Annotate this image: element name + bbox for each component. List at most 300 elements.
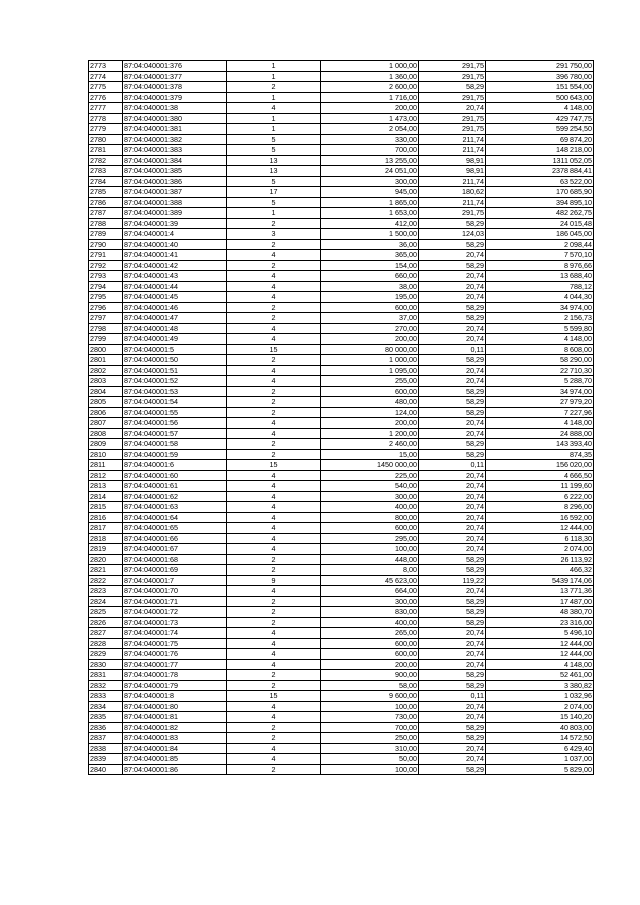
row-number-cell: 2777 <box>89 103 123 114</box>
row-number-cell: 2834 <box>89 701 123 712</box>
rate-cell: 20,74 <box>419 533 486 544</box>
cadastral-value-cell: 874,35 <box>486 449 594 460</box>
cadastral-value-cell: 52 461,00 <box>486 670 594 681</box>
rate-cell: 211,74 <box>419 176 486 187</box>
category-code-cell: 4 <box>227 712 321 723</box>
table-row <box>89 418 594 429</box>
cadastral-value-cell: 16 592,00 <box>486 512 594 523</box>
cadastral-number-cell: 87:04:040001:58 <box>123 439 227 450</box>
category-code-cell: 1 <box>227 124 321 135</box>
area-cell: 265,00 <box>321 628 419 639</box>
category-code-cell: 4 <box>227 628 321 639</box>
cadastral-number-cell: 87:04:040001:61 <box>123 481 227 492</box>
cadastral-value-cell: 2378 884,41 <box>486 166 594 177</box>
row-number-cell: 2799 <box>89 334 123 345</box>
table-row <box>89 733 594 744</box>
category-code-cell: 2 <box>227 313 321 324</box>
row-number-cell: 2791 <box>89 250 123 261</box>
table-row <box>89 365 594 376</box>
table-row <box>89 334 594 345</box>
row-number-cell: 2793 <box>89 271 123 282</box>
category-code-cell: 4 <box>227 418 321 429</box>
cadastral-number-cell: 87:04:040001:386 <box>123 176 227 187</box>
row-number-cell: 2840 <box>89 764 123 775</box>
rate-cell: 58,29 <box>419 764 486 775</box>
cadastral-value-cell: 4 666,50 <box>486 470 594 481</box>
row-number-cell: 2839 <box>89 754 123 765</box>
cadastral-value-cell: 5439 174,06 <box>486 575 594 586</box>
table-row <box>89 355 594 366</box>
cadastral-value-cell: 40 803,00 <box>486 722 594 733</box>
row-number-cell: 2821 <box>89 565 123 576</box>
rate-cell: 58,29 <box>419 407 486 418</box>
cadastral-number-cell: 87:04:040001:41 <box>123 250 227 261</box>
area-cell: 540,00 <box>321 481 419 492</box>
category-code-cell: 4 <box>227 103 321 114</box>
cadastral-value-cell: 2 074,00 <box>486 544 594 555</box>
cadastral-value-cell: 13 771,36 <box>486 586 594 597</box>
table-row <box>89 134 594 145</box>
table-row <box>89 397 594 408</box>
cadastral-value-cell: 7 570,10 <box>486 250 594 261</box>
rate-cell: 20,74 <box>419 544 486 555</box>
rate-cell: 58,29 <box>419 260 486 271</box>
category-code-cell: 2 <box>227 407 321 418</box>
rate-cell: 20,74 <box>419 649 486 660</box>
cadastral-value-cell: 11 199,60 <box>486 481 594 492</box>
cadastral-number-cell: 87:04:040001:51 <box>123 365 227 376</box>
rate-cell: 20,74 <box>419 523 486 534</box>
cadastral-value-cell: 788,12 <box>486 281 594 292</box>
cadastral-value-cell: 2 074,00 <box>486 701 594 712</box>
area-cell: 448,00 <box>321 554 419 565</box>
area-cell: 225,00 <box>321 470 419 481</box>
category-code-cell: 9 <box>227 575 321 586</box>
rate-cell: 20,74 <box>419 638 486 649</box>
category-code-cell: 2 <box>227 617 321 628</box>
area-cell: 270,00 <box>321 323 419 334</box>
row-number-cell: 2794 <box>89 281 123 292</box>
area-cell: 295,00 <box>321 533 419 544</box>
category-code-cell: 4 <box>227 586 321 597</box>
table-row <box>89 523 594 534</box>
rate-cell: 20,74 <box>419 628 486 639</box>
cadastral-value-cell: 26 113,92 <box>486 554 594 565</box>
area-cell: 154,00 <box>321 260 419 271</box>
cadastral-number-cell: 87:04:040001:68 <box>123 554 227 565</box>
category-code-cell: 15 <box>227 344 321 355</box>
cadastral-value-cell: 291 750,00 <box>486 61 594 72</box>
category-code-cell: 1 <box>227 61 321 72</box>
table-row <box>89 701 594 712</box>
cadastral-value-cell: 34 974,00 <box>486 386 594 397</box>
category-code-cell: 2 <box>227 722 321 733</box>
cadastral-number-cell: 87:04:040001:376 <box>123 61 227 72</box>
cadastral-value-cell: 63 522,00 <box>486 176 594 187</box>
rate-cell: 58,29 <box>419 733 486 744</box>
area-cell: 300,00 <box>321 596 419 607</box>
area-cell: 400,00 <box>321 617 419 628</box>
cadastral-value-cell: 22 710,30 <box>486 365 594 376</box>
table-row <box>89 197 594 208</box>
category-code-cell: 4 <box>227 659 321 670</box>
table-row <box>89 512 594 523</box>
cadastral-value-cell: 151 554,00 <box>486 82 594 93</box>
rate-cell: 58,29 <box>419 302 486 313</box>
rate-cell: 58,29 <box>419 397 486 408</box>
cadastral-number-cell: 87:04:040001:63 <box>123 502 227 513</box>
table-row <box>89 155 594 166</box>
area-cell: 195,00 <box>321 292 419 303</box>
area-cell: 600,00 <box>321 638 419 649</box>
row-number-cell: 2820 <box>89 554 123 565</box>
row-number-cell: 2800 <box>89 344 123 355</box>
row-number-cell: 2803 <box>89 376 123 387</box>
category-code-cell: 13 <box>227 155 321 166</box>
category-code-cell: 13 <box>227 166 321 177</box>
category-code-cell: 1 <box>227 113 321 124</box>
cadastral-value-cell: 4 148,00 <box>486 418 594 429</box>
category-code-cell: 17 <box>227 187 321 198</box>
table-row <box>89 481 594 492</box>
row-number-cell: 2819 <box>89 544 123 555</box>
cadastral-number-cell: 87:04:040001:69 <box>123 565 227 576</box>
row-number-cell: 2805 <box>89 397 123 408</box>
category-code-cell: 4 <box>227 481 321 492</box>
cadastral-number-cell: 87:04:040001:38 <box>123 103 227 114</box>
category-code-cell: 2 <box>227 449 321 460</box>
category-code-cell: 2 <box>227 670 321 681</box>
rate-cell: 58,29 <box>419 670 486 681</box>
table-row <box>89 260 594 271</box>
row-number-cell: 2792 <box>89 260 123 271</box>
cadastral-value-cell: 48 380,70 <box>486 607 594 618</box>
category-code-cell: 5 <box>227 176 321 187</box>
category-code-cell: 4 <box>227 281 321 292</box>
rate-cell: 211,74 <box>419 134 486 145</box>
area-cell: 300,00 <box>321 491 419 502</box>
table-row <box>89 61 594 72</box>
category-code-cell: 2 <box>227 733 321 744</box>
cadastral-value-cell: 143 393,40 <box>486 439 594 450</box>
rate-cell: 291,75 <box>419 113 486 124</box>
rate-cell: 211,74 <box>419 145 486 156</box>
rate-cell: 20,74 <box>419 586 486 597</box>
area-cell: 1 473,00 <box>321 113 419 124</box>
cadastral-number-cell: 87:04:040001:53 <box>123 386 227 397</box>
row-number-cell: 2798 <box>89 323 123 334</box>
row-number-cell: 2810 <box>89 449 123 460</box>
row-number-cell: 2831 <box>89 670 123 681</box>
cadastral-value-cell: 15 140,20 <box>486 712 594 723</box>
cadastral-value-cell: 17 487,00 <box>486 596 594 607</box>
row-number-cell: 2807 <box>89 418 123 429</box>
row-number-cell: 2824 <box>89 596 123 607</box>
area-cell: 13 255,00 <box>321 155 419 166</box>
rate-cell: 291,75 <box>419 61 486 72</box>
row-number-cell: 2814 <box>89 491 123 502</box>
category-code-cell: 2 <box>227 764 321 775</box>
cadastral-value-cell: 482 262,75 <box>486 208 594 219</box>
cadastral-number-cell: 87:04:040001:5 <box>123 344 227 355</box>
area-cell: 700,00 <box>321 722 419 733</box>
category-code-cell: 15 <box>227 460 321 471</box>
row-number-cell: 2816 <box>89 512 123 523</box>
table-row <box>89 754 594 765</box>
area-cell: 600,00 <box>321 302 419 313</box>
cadastral-value-cell: 69 874,20 <box>486 134 594 145</box>
cadastral-value-cell: 5 599,80 <box>486 323 594 334</box>
rate-cell: 20,74 <box>419 481 486 492</box>
table-row <box>89 208 594 219</box>
rate-cell: 58,29 <box>419 313 486 324</box>
row-number-cell: 2802 <box>89 365 123 376</box>
category-code-cell: 4 <box>227 523 321 534</box>
category-code-cell: 2 <box>227 680 321 691</box>
row-number-cell: 2811 <box>89 460 123 471</box>
area-cell: 2 460,00 <box>321 439 419 450</box>
row-number-cell: 2790 <box>89 239 123 250</box>
cadastral-number-cell: 87:04:040001:42 <box>123 260 227 271</box>
row-number-cell: 2780 <box>89 134 123 145</box>
row-number-cell: 2832 <box>89 680 123 691</box>
area-cell: 480,00 <box>321 397 419 408</box>
row-number-cell: 2795 <box>89 292 123 303</box>
rate-cell: 58,29 <box>419 439 486 450</box>
row-number-cell: 2817 <box>89 523 123 534</box>
area-cell: 9 600,00 <box>321 691 419 702</box>
row-number-cell: 2784 <box>89 176 123 187</box>
row-number-cell: 2808 <box>89 428 123 439</box>
category-code-cell: 4 <box>227 743 321 754</box>
cadastral-number-cell: 87:04:040001:83 <box>123 733 227 744</box>
cadastral-value-cell: 5 496,10 <box>486 628 594 639</box>
table-row <box>89 565 594 576</box>
row-number-cell: 2827 <box>89 628 123 639</box>
cadastral-value-cell: 3 380,82 <box>486 680 594 691</box>
rate-cell: 20,74 <box>419 418 486 429</box>
row-number-cell: 2783 <box>89 166 123 177</box>
cadastral-value-cell: 599 254,50 <box>486 124 594 135</box>
rate-cell: 0,11 <box>419 460 486 471</box>
area-cell: 100,00 <box>321 764 419 775</box>
cadastral-number-cell: 87:04:040001:66 <box>123 533 227 544</box>
rate-cell: 20,74 <box>419 250 486 261</box>
area-cell: 80 000,00 <box>321 344 419 355</box>
area-cell: 945,00 <box>321 187 419 198</box>
table-row <box>89 743 594 754</box>
rate-cell: 20,74 <box>419 743 486 754</box>
area-cell: 100,00 <box>321 701 419 712</box>
row-number-cell: 2828 <box>89 638 123 649</box>
area-cell: 1 000,00 <box>321 61 419 72</box>
category-code-cell: 4 <box>227 376 321 387</box>
table-row <box>89 124 594 135</box>
cadastral-number-cell: 87:04:040001:85 <box>123 754 227 765</box>
rate-cell: 291,75 <box>419 124 486 135</box>
cadastral-number-cell: 87:04:040001:385 <box>123 166 227 177</box>
table-row <box>89 491 594 502</box>
area-cell: 255,00 <box>321 376 419 387</box>
row-number-cell: 2809 <box>89 439 123 450</box>
table-row <box>89 376 594 387</box>
area-cell: 2 600,00 <box>321 82 419 93</box>
area-cell: 1 200,00 <box>321 428 419 439</box>
rate-cell: 58,29 <box>419 722 486 733</box>
cadastral-number-cell: 87:04:040001:378 <box>123 82 227 93</box>
category-code-cell: 1 <box>227 208 321 219</box>
table-row <box>89 313 594 324</box>
category-code-cell: 2 <box>227 260 321 271</box>
rate-cell: 119,22 <box>419 575 486 586</box>
cadastral-value-table <box>88 60 594 775</box>
table-row <box>89 575 594 586</box>
rate-cell: 58,29 <box>419 239 486 250</box>
cadastral-number-cell: 87:04:040001:4 <box>123 229 227 240</box>
category-code-cell: 4 <box>227 271 321 282</box>
category-code-cell: 5 <box>227 197 321 208</box>
category-code-cell: 2 <box>227 607 321 618</box>
row-number-cell: 2775 <box>89 82 123 93</box>
category-code-cell: 2 <box>227 439 321 450</box>
cadastral-number-cell: 87:04:040001:60 <box>123 470 227 481</box>
cadastral-number-cell: 87:04:040001:59 <box>123 449 227 460</box>
category-code-cell: 4 <box>227 638 321 649</box>
row-number-cell: 2796 <box>89 302 123 313</box>
area-cell: 330,00 <box>321 134 419 145</box>
cadastral-value-cell: 186 045,00 <box>486 229 594 240</box>
cadastral-value-cell: 429 747,75 <box>486 113 594 124</box>
row-number-cell: 2781 <box>89 145 123 156</box>
row-number-cell: 2822 <box>89 575 123 586</box>
area-cell: 36,00 <box>321 239 419 250</box>
table-row <box>89 596 594 607</box>
cadastral-number-cell: 87:04:040001:81 <box>123 712 227 723</box>
cadastral-number-cell: 87:04:040001:84 <box>123 743 227 754</box>
table-row <box>89 250 594 261</box>
rate-cell: 0,11 <box>419 691 486 702</box>
cadastral-number-cell: 87:04:040001:65 <box>123 523 227 534</box>
rate-cell: 211,74 <box>419 197 486 208</box>
row-number-cell: 2789 <box>89 229 123 240</box>
row-number-cell: 2818 <box>89 533 123 544</box>
area-cell: 2 054,00 <box>321 124 419 135</box>
row-number-cell: 2801 <box>89 355 123 366</box>
category-code-cell: 4 <box>227 334 321 345</box>
table-row <box>89 470 594 481</box>
rate-cell: 20,74 <box>419 281 486 292</box>
cadastral-value-cell: 1 032,96 <box>486 691 594 702</box>
table-row <box>89 323 594 334</box>
table-row <box>89 103 594 114</box>
cadastral-number-cell: 87:04:040001:6 <box>123 460 227 471</box>
table-row <box>89 439 594 450</box>
cadastral-number-cell: 87:04:040001:73 <box>123 617 227 628</box>
area-cell: 8,00 <box>321 565 419 576</box>
rate-cell: 20,74 <box>419 292 486 303</box>
category-code-cell: 4 <box>227 754 321 765</box>
row-number-cell: 2829 <box>89 649 123 660</box>
rate-cell: 58,29 <box>419 355 486 366</box>
cadastral-value-cell: 6 429,40 <box>486 743 594 754</box>
cadastral-number-cell: 87:04:040001:54 <box>123 397 227 408</box>
table-row <box>89 113 594 124</box>
cadastral-value-cell: 394 895,10 <box>486 197 594 208</box>
table-row <box>89 82 594 93</box>
cadastral-value-cell: 1 037,00 <box>486 754 594 765</box>
rate-cell: 20,74 <box>419 334 486 345</box>
category-code-cell: 4 <box>227 365 321 376</box>
table-row <box>89 292 594 303</box>
cadastral-number-cell: 87:04:040001:76 <box>123 649 227 660</box>
cadastral-value-cell: 148 218,00 <box>486 145 594 156</box>
rate-cell: 124,03 <box>419 229 486 240</box>
row-number-cell: 2806 <box>89 407 123 418</box>
cadastral-number-cell: 87:04:040001:75 <box>123 638 227 649</box>
rate-cell: 20,74 <box>419 659 486 670</box>
cadastral-number-cell: 87:04:040001:47 <box>123 313 227 324</box>
cadastral-number-cell: 87:04:040001:44 <box>123 281 227 292</box>
cadastral-number-cell: 87:04:040001:45 <box>123 292 227 303</box>
cadastral-value-cell: 12 444,00 <box>486 523 594 534</box>
table-row <box>89 428 594 439</box>
rate-cell: 58,29 <box>419 386 486 397</box>
cadastral-value-cell: 24 015,48 <box>486 218 594 229</box>
area-cell: 1 653,00 <box>321 208 419 219</box>
area-cell: 1 716,00 <box>321 92 419 103</box>
category-code-cell: 2 <box>227 218 321 229</box>
cadastral-number-cell: 87:04:040001:388 <box>123 197 227 208</box>
table-row <box>89 659 594 670</box>
area-cell: 310,00 <box>321 743 419 754</box>
category-code-cell: 3 <box>227 229 321 240</box>
cadastral-number-cell: 87:04:040001:64 <box>123 512 227 523</box>
table-row <box>89 281 594 292</box>
rate-cell: 98,91 <box>419 155 486 166</box>
row-number-cell: 2826 <box>89 617 123 628</box>
table-row <box>89 638 594 649</box>
table-row <box>89 533 594 544</box>
area-cell: 300,00 <box>321 176 419 187</box>
cadastral-value-cell: 6 222,00 <box>486 491 594 502</box>
table-body <box>89 61 594 775</box>
row-number-cell: 2778 <box>89 113 123 124</box>
cadastral-number-cell: 87:04:040001:55 <box>123 407 227 418</box>
category-code-cell: 5 <box>227 134 321 145</box>
cadastral-value-cell: 2 098,44 <box>486 239 594 250</box>
category-code-cell: 4 <box>227 292 321 303</box>
cadastral-value-cell: 466,32 <box>486 565 594 576</box>
cadastral-number-cell: 87:04:040001:71 <box>123 596 227 607</box>
row-number-cell: 2779 <box>89 124 123 135</box>
cadastral-value-cell: 2 156,73 <box>486 313 594 324</box>
area-cell: 660,00 <box>321 271 419 282</box>
row-number-cell: 2833 <box>89 691 123 702</box>
area-cell: 664,00 <box>321 586 419 597</box>
rate-cell: 291,75 <box>419 92 486 103</box>
cadastral-value-cell: 396 780,00 <box>486 71 594 82</box>
rate-cell: 58,29 <box>419 680 486 691</box>
table-row <box>89 302 594 313</box>
area-cell: 600,00 <box>321 523 419 534</box>
cadastral-number-cell: 87:04:040001:39 <box>123 218 227 229</box>
cadastral-value-cell: 4 148,00 <box>486 334 594 345</box>
cadastral-number-cell: 87:04:040001:50 <box>123 355 227 366</box>
table-row <box>89 649 594 660</box>
table-row <box>89 502 594 513</box>
area-cell: 200,00 <box>321 103 419 114</box>
rate-cell: 291,75 <box>419 208 486 219</box>
